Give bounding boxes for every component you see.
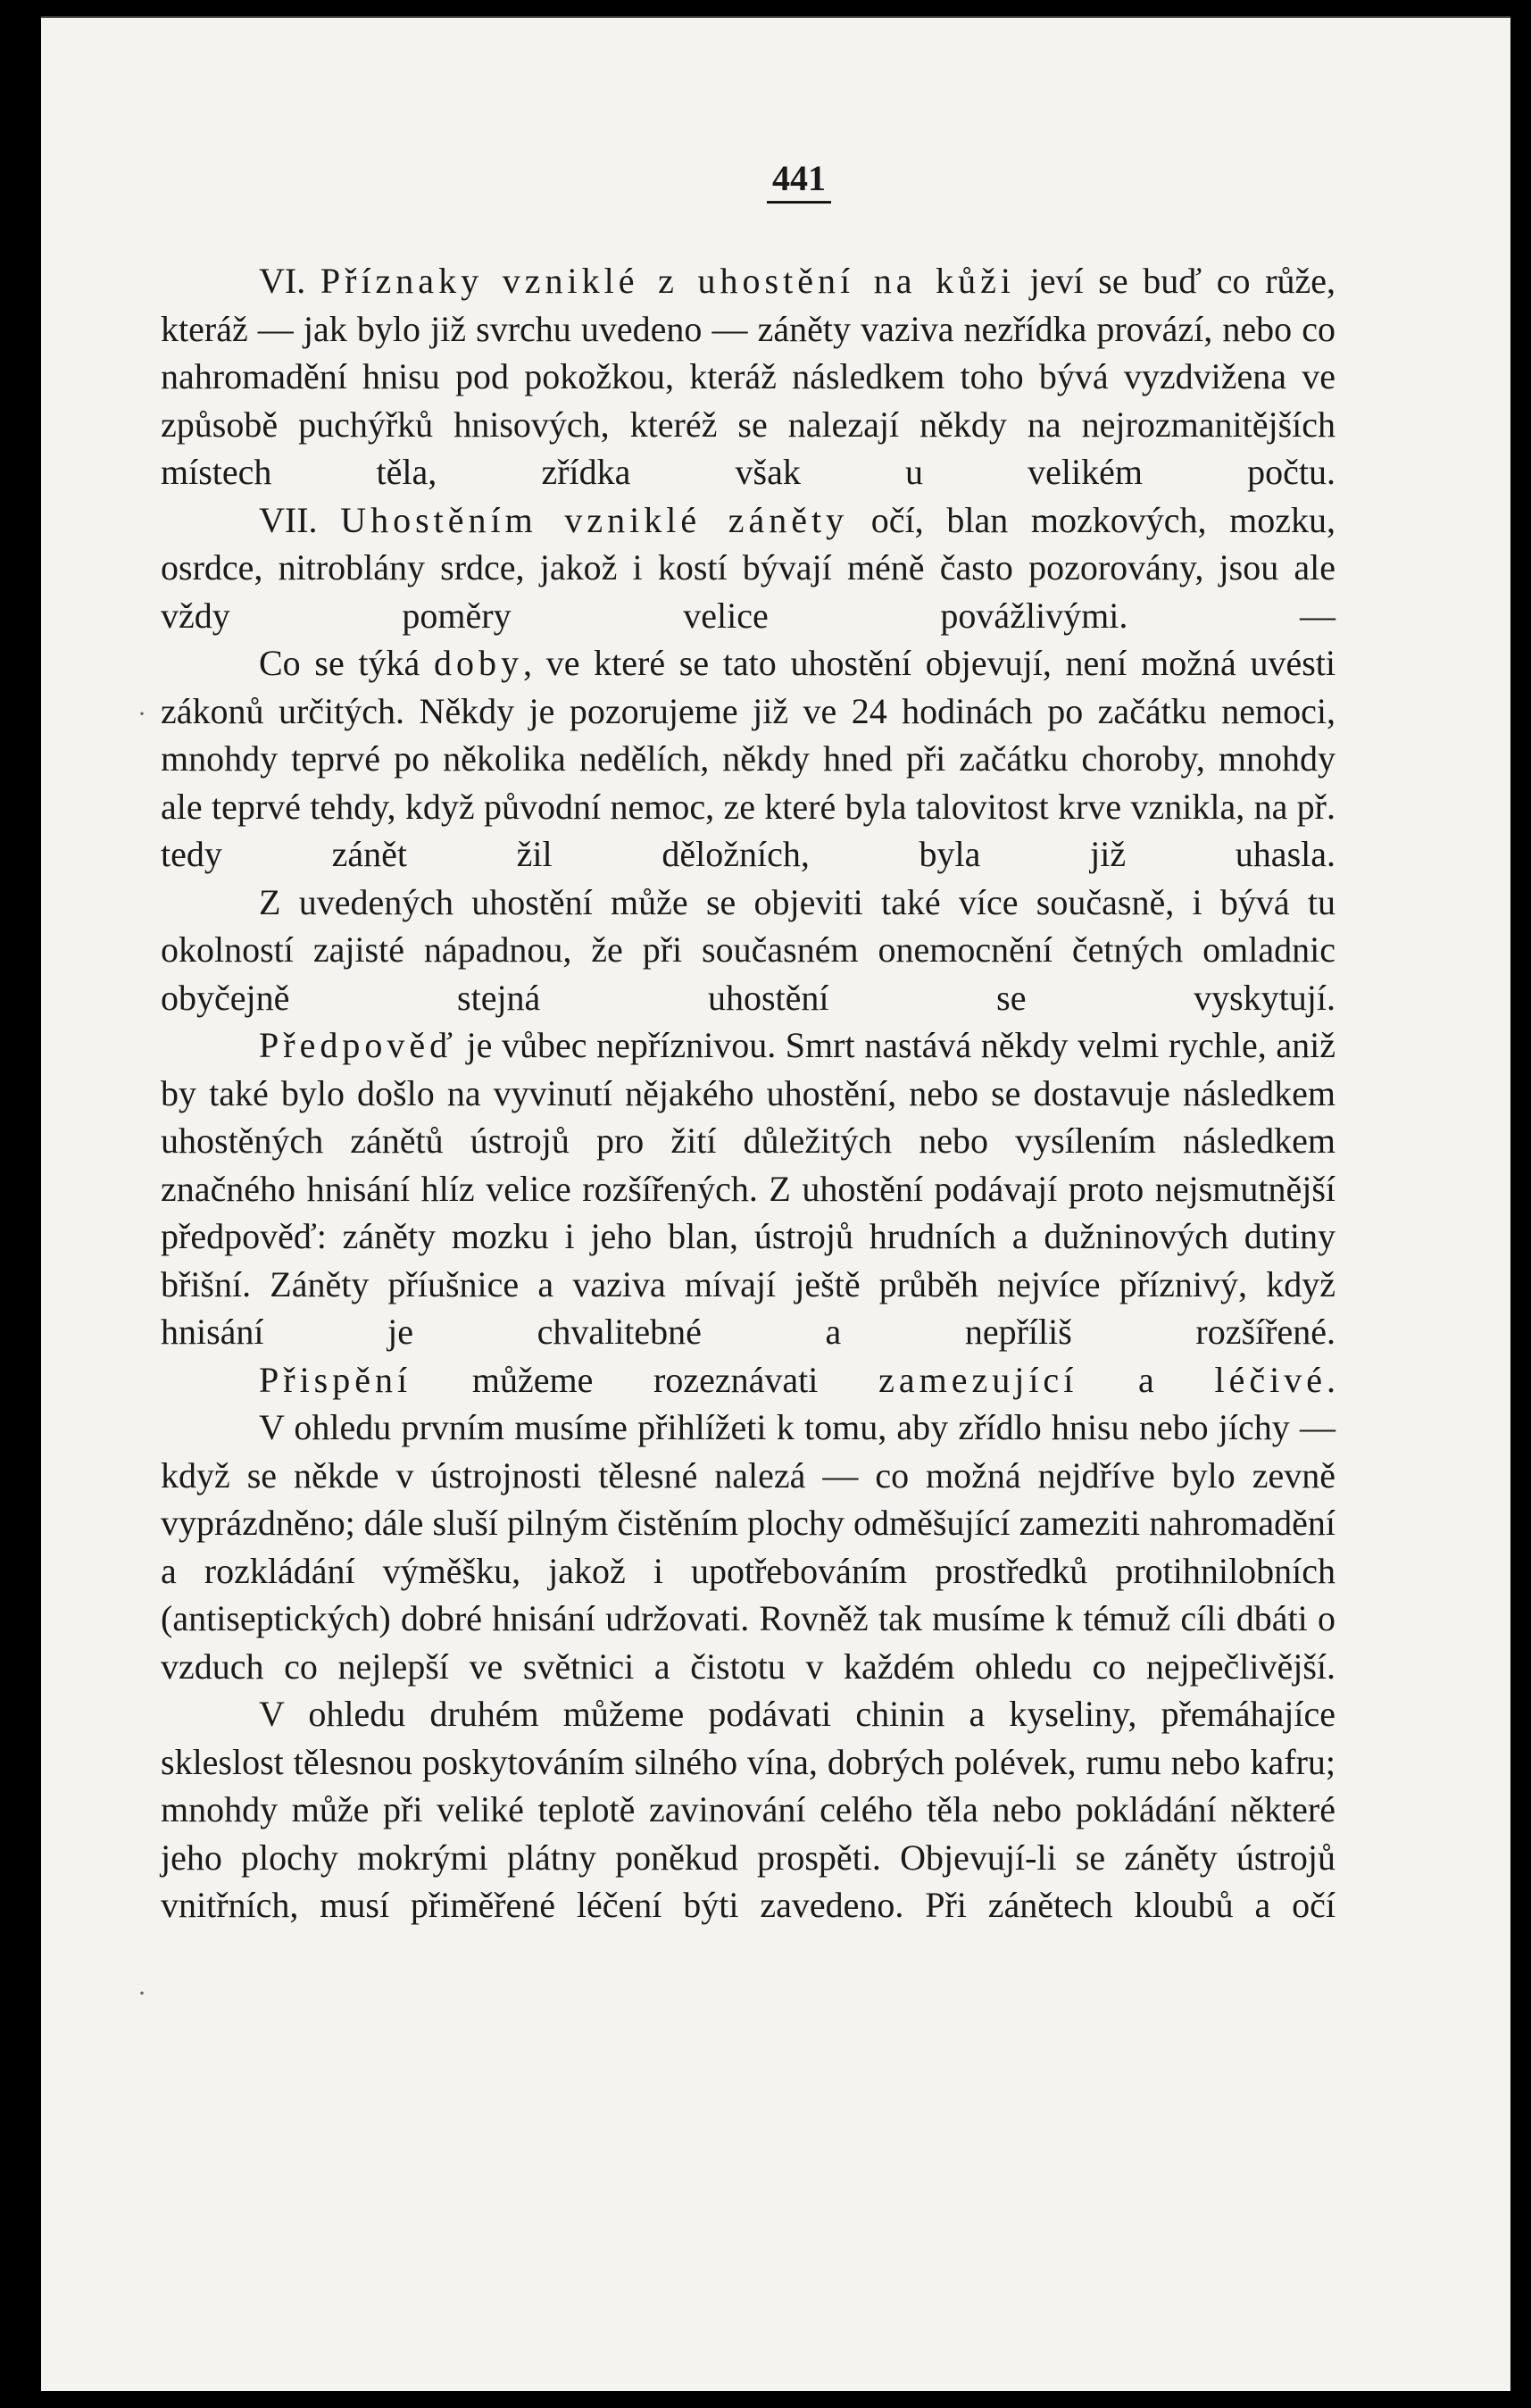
book-page (41, 16, 1510, 2391)
paragraph: V ohledu prvním musíme přihlížeti k tomu, aby zřídlo hnisu nebo jíchy — když se někde v ústrojnosti tělesné nalezá — co možná nejdříve bylo zevně vyprázdněno; dále sluší pilným čistěním plochy odměšující zameziti nahromadění a rozkládání výměšku, jakož i upotřebováním prostředků protihnilobních (antiseptických) dobré hnisání udržovati. Rovněž tak musíme k témuž cíli dbáti o vzduch co nejlepší ve světnici a čistotu v každém ohledu co nejpečlivější. (161, 1407, 1335, 1687)
paragraph: Z uvedených uhostění může se objeviti také více současně, i bývá tu okolností zajisté nápadnou, že při současném onemocnění četných omladnic obyčejně stejná uhostění se vyskytují. (161, 881, 1335, 1018)
paragraph: Co se týká doby, ve které se tato uhostění objevují, není možná uvésti zákonů určitých. Někdy je pozorujeme již ve 24 hodinách po začátku nemoci, mnohdy teprvé po několika nedělích, někdy hned při začátku choroby, mnohdy ale teprvé tehdy, když původní nemoc, ze které byla talovitost krve vznikla, na př. tedy zánět žil děložních, byla již uhasla. (161, 643, 1335, 874)
page-number: 441 (41, 157, 1510, 204)
paragraph: Přispění můžeme rozeznávati zamezující a léčivé. (259, 1359, 1335, 1400)
margin-speck: · (137, 699, 146, 729)
body-text (161, 257, 1335, 1929)
paragraph: Předpověď je vůbec nepříznivou. Smrt nastává někdy velmi rychle, aniž by také bylo došlo na vyvinutí nějakého uhostění, nebo se dostavuje následkem uhostěných zánětů ústrojů pro žití důležitých nebo vysílením následkem značného hnisání hlíz velice rozšířených. Z uhostění podávají proto nejsmutnější předpověď: záněty mozku i jeho blan, ústrojů hrudních a dužninových dutiny břišní. Záněty příušnice a vaziva mívají ještě průběh nejvíce příznivý, když hnisání je chvalitebné a nepříliš rozšířené. (161, 1025, 1335, 1352)
paragraph: VII. Uhostěním vzniklé záněty očí, blan mozkových, mozku, osrdce, nitroblány srdce, jakož i kostí bývají méně často pozorovány, jsou ale vždy poměry velice povážlivými. — (161, 499, 1335, 636)
paragraph: VI. Příznaky vzniklé z uhostění na kůži jeví se buď co růže, kteráž — jak bylo již svrchu uvedeno — záněty vaziva nezřídka provází, nebo co nahromadění hnisu pod pokožkou, kteráž následkem toho bývá vyzdvižena ve způsobě puchýřků hnisových, kteréž se nalezají někdy na nejrozmanitějších místech těla, zřídka však u velikém počtu. (161, 261, 1336, 492)
paragraph: V ohledu druhém můžeme podávati chinin a kyseliny, přemáhajíce skleslost tělesnou poskytováním silného vína, dobrých polévek, rumu nebo kafru; mnohdy může při veliké teplotě zavinování celého těla nebo pokládání některé jeho plochy mokrými plátny poněkud prospěti. Objevují-li se záněty ústrojů vnitřních, musí přiměřené léčení býti zavedeno. Při zánětech kloubů a očí (161, 1694, 1335, 1925)
margin-speck: · (137, 1979, 146, 2008)
top-edge-rule (41, 16, 1510, 18)
